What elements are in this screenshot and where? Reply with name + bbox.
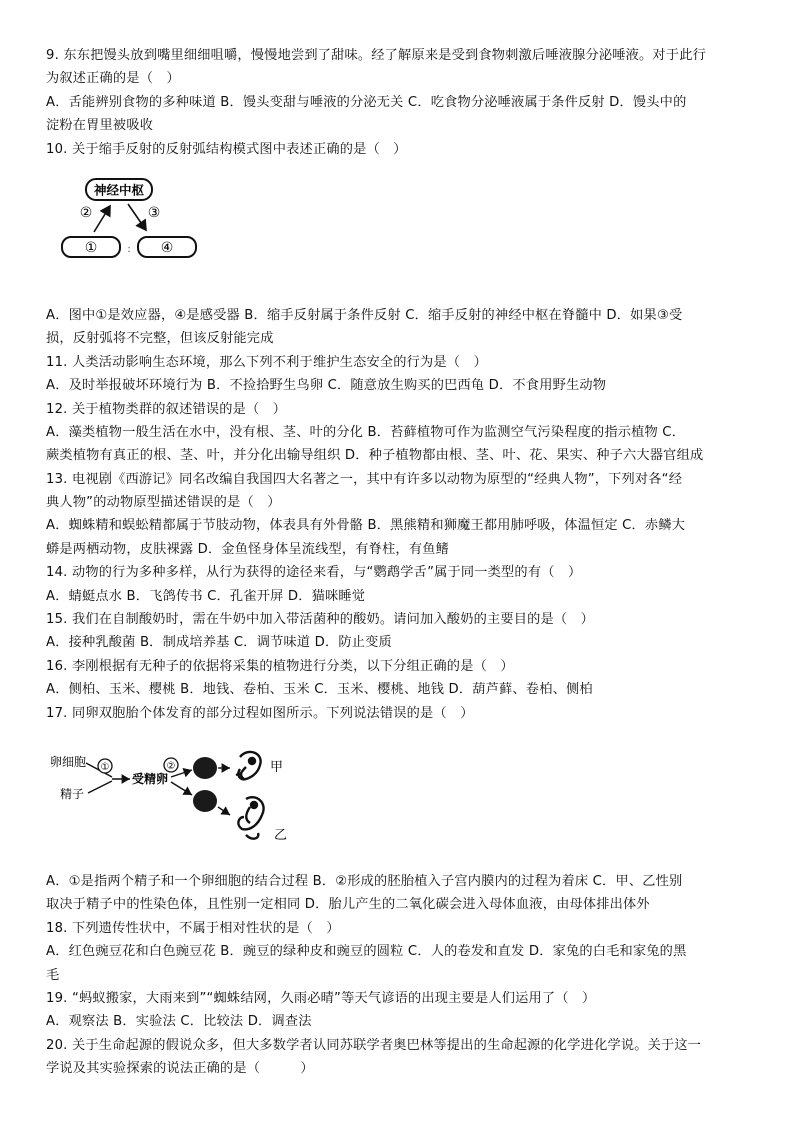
reflex-arc-figure <box>46 161 746 304</box>
embryo-arrow-lower <box>171 782 192 795</box>
afferent-arrow <box>94 206 110 232</box>
q20-stem-line1: 20. 关于生命起源的假说众多，但大多数学者认同苏联学者奥巴林等提出的生命起源的化学进化学说。关于这一 <box>46 1037 702 1053</box>
box-1-label: ① <box>84 239 98 256</box>
exam-page <box>46 44 746 1081</box>
q18-stem: 18. 下列遗传性状中，不属于相对性状的是（ ） <box>46 920 340 936</box>
q9-stem-line2: 为叙述正确的是（ ） <box>46 71 180 87</box>
label-3: ③ <box>147 204 161 221</box>
twin-development-figure <box>46 725 746 870</box>
q14-options: A．蜻蜓点水 B．飞鸽传书 C．孔雀开屏 D．猫咪睡觉 <box>46 588 366 604</box>
growth-arrow-lower <box>218 807 230 815</box>
q12-options-line1: A．藻类植物一般生活在水中，没有根、茎、叶的分化 B．苔藓植物可作为监测空气污染程度的指示植物 C． <box>46 424 686 440</box>
q15-options: A．接种乳酸菌 B．制成培养基 C．调节味道 D．防止变质 <box>46 635 392 651</box>
nerve-center-label: 神经中枢 <box>93 182 145 198</box>
q19-stem: 19. “蚂蚁搬家，大雨来到”“蜘蛛结网，久雨必晴”等天气谚语的出现主要是人们运用了（ ） <box>46 990 596 1006</box>
q16-stem: 16. 李刚根据有无种子的依据将采集的植物进行分类，以下分组正确的是（ ） <box>46 658 514 674</box>
q20-stem-line2: 学说及其实验探索的说法正确的是（ ） <box>46 1061 314 1077</box>
q11-options: A．及时举报破坏环境行为 B．不捡拾野生鸟卵 C．随意放生购买的巴西龟 D．不食用野生动物 <box>46 378 607 394</box>
q9-stem-line1: 9. 东东把馒头放到嘴里细细咀嚼，慢慢地尝到了甜味。经了解原来是受到食物刺激后唾液腺分泌唾液。对于此行 <box>46 48 706 63</box>
spinal-dot: : <box>127 243 131 255</box>
q10-options-line2: 损，反射弧将不完整，但该反射能完成 <box>46 331 274 347</box>
q18-options-line1: A．红色豌豆花和白色豌豆花 B．豌豆的绿种皮和豌豆的圆粒 C．人的卷发和直发 D．家兔的白毛和家兔的黑 <box>46 944 687 960</box>
q9-options-line1: A．舌能辨别食物的多种味道 B．馒头变甜与唾液的分泌无关 C．吃食物分泌唾液属于条件反射 D．馒头中的 <box>46 94 687 110</box>
q19-options: A．观察法 B．实验法 C．比较法 D．调查法 <box>46 1014 312 1030</box>
step-2-label: ② <box>166 760 176 772</box>
efferent-arrow <box>128 204 146 230</box>
q11-stem: 11. 人类活动影响生态环境，那么下列不利于维护生态安全的行为是（ ） <box>46 354 487 370</box>
q10-options-line1: A．图中①是效应器，④是感受器 B．缩手反射属于条件反射 C．缩手反射的神经中枢在脊髓中 D．如果③受 <box>46 307 683 323</box>
fetus-jia-icon <box>236 752 261 779</box>
yi-label: 乙 <box>274 827 288 843</box>
q12-stem: 12. 关于植物类群的叙述错误的是（ ） <box>46 401 287 417</box>
q16-options: A．侧柏、玉米、樱桃 B．地钱、卷柏、玉米 C．玉米、樱桃、地钱 D．葫芦藓、卷柏、侧柏 <box>46 682 593 698</box>
box-4-label: ④ <box>160 239 174 256</box>
q18-options-line2: 毛 <box>46 967 60 983</box>
step-1-label: ① <box>100 761 110 773</box>
twin-development-diagram <box>46 749 296 859</box>
jia-label: 甲 <box>270 759 284 775</box>
reflex-arc-diagram <box>50 175 220 275</box>
zygote-label: 受精卵 <box>132 771 169 786</box>
q17-options-line2: 取决于精子中的性染色体，且性别一定相同 D．胎儿产生的二氧化碳会进入母体血液，由母体排出体外 <box>46 897 650 913</box>
egg-label: 卵细胞 <box>50 754 87 769</box>
q10-stem: 10. 关于缩手反射的反射弧结构模式图中表述正确的是（ ） <box>46 141 407 157</box>
q14-stem: 14. 动物的行为多种多样，从行为获得的途径来看，与“鹦鹉学舌”属于同一类型的有（ ） <box>46 565 582 581</box>
embryo-mass-upper <box>193 757 217 779</box>
embryo-mass-lower <box>193 790 217 812</box>
q13-options-line1: A．蜘蛛精和蜈蚣精都属于节肢动物，体表具有外骨骼 B．黑熊精和狮魔王都用肺呼吸，体温恒定 C．赤鳞大 <box>46 518 686 534</box>
q9-options-line2: 淀粉在胃里被吸收 <box>46 118 154 134</box>
q17-stem: 17. 同卵双胞胎个体发育的部分过程如图所示。下列说法错误的是（ ） <box>46 705 474 721</box>
q12-options-line2: 蕨类植物有真正的根、茎、叶，并分化出输导组织 D．种子植物都由根、茎、叶、花、果实、种子六大器官组成 <box>46 448 704 464</box>
sperm-label: 精子 <box>60 786 85 801</box>
label-2: ② <box>79 204 93 221</box>
q15-stem: 15. 我们在自制酸奶时，需在牛奶中加入带活菌种的酸奶。请问加入酸奶的主要目的是（ ） <box>46 612 595 628</box>
fetus-yi-icon <box>238 797 263 838</box>
q13-options-line2: 蟒是两栖动物，皮肤裸露 D．金鱼怪身体呈流线型，有脊柱，有鱼鳍 <box>46 541 449 557</box>
q13-stem-line1: 13. 电视剧《西游记》同名改编自我国四大名著之一，其中有许多以动物为原型的“经典人物”，下列对各“经 <box>46 471 683 487</box>
q17-options-line1: A．①是指两个精子和一个卵细胞的结合过程 B．②形成的胚胎植入子宫内膜内的过程为着床 C．甲、乙性别 <box>46 873 683 889</box>
q13-stem-line2: 典人物”的动物原型描述错误的是（ ） <box>46 495 281 511</box>
sperm-line <box>88 781 112 793</box>
